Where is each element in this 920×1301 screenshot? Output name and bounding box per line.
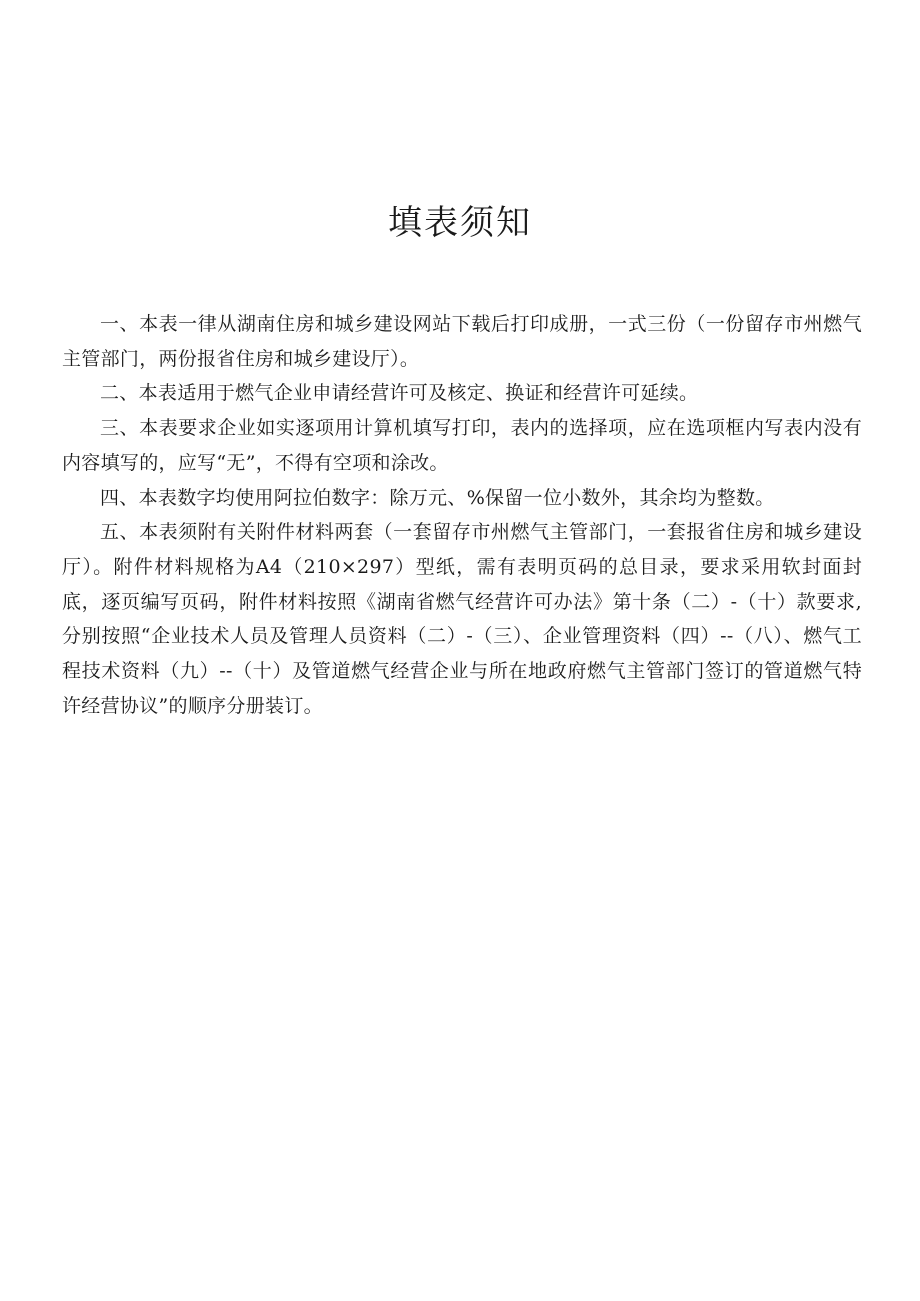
instruction-paragraph-2: 二、本表适用于燃气企业申请经营许可及核定、换证和经营许可延续。 [100, 382, 699, 405]
instruction-paragraph-5: 五、本表须附有关附件材料两套（一套留存市州燃气主管部门，一套报省住房和城乡建设厅）。附件材料规格为A4（210×297）型纸，需有表明页码的总目录，要求采用软封面封底，逐页编写页码，附件材料按照《湖南省燃气经营许可办法》第十条（二）-（十）款要求,分别按照“企业技术人员及管理人员资料（二）-（三）、企业管理资料（四）--（八）、燃气工程技术资料（九）--（十）及管道燃气经营企业与所在地政府燃气主管部门签订的管道燃气特许经营协议”的顺序分册装订。 [62, 521, 862, 717]
instruction-paragraph-4: 四、本表数字均使用阿拉伯数字：除万元、%保留一位小数外，其余均为整数。 [100, 486, 775, 509]
instruction-paragraph-1: 一、本表一律从湖南住房和城乡建设网站下载后打印成册，一式三份（一份留存市州燃气主管部门，两份报省住房和城乡建设厅）。 [62, 313, 862, 370]
instruction-paragraph-3: 三、本表要求企业如实逐项用计算机填写打印，表内的选择项，应在选项框内写表内没有内容填写的，应写“无”，不得有空项和涂改。 [62, 417, 862, 474]
page-title: 填表须知 [388, 203, 532, 243]
instructions-list [62, 307, 862, 723]
